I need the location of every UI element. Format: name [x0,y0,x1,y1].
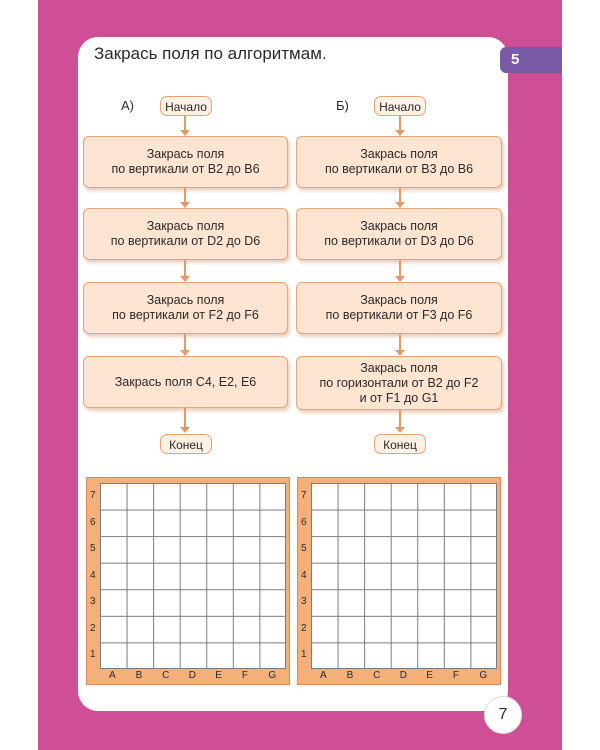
grid-b-column-label: A [320,670,327,681]
step-line: Закрась поля [360,147,438,161]
step-line: по вертикали от F2 до F6 [112,308,259,322]
grid-a-row-label: 4 [90,569,96,581]
grid-b-row-label: 1 [301,649,307,661]
algorithm-a-label: А) [121,98,134,113]
grid-b-column-label: G [479,670,488,681]
step-line: Закрась поля [146,219,225,233]
grid-b-column-label: F [452,670,459,681]
grid-a-row-label: 7 [90,490,96,501]
grid-a-column-label: E [215,670,222,681]
algorithm-a-start: Начало [160,96,212,116]
step-line: по вертикали от B3 до B6 [324,162,474,176]
algorithm-a-step-2 [83,208,288,260]
arrow [399,260,401,277]
arrow [184,260,186,277]
algorithm-a-step-3 [83,282,288,334]
arrow [184,188,186,203]
algorithm-b-step-2 [296,208,502,260]
grid-a-column-label: C [162,670,170,681]
grid-a-row-label: 1 [90,649,96,661]
step-line: Закрась поля [146,147,225,161]
grid-a [86,477,290,685]
algorithm-b-label: Б) [336,98,349,113]
grid-b-column-label: B [346,670,354,681]
page-number: 7 [484,696,522,734]
step-line: Закрась поля [360,293,438,307]
grid-a-column-label: B [135,670,143,681]
arrow [399,334,401,351]
algorithm-b-step-3 [296,282,502,334]
arrow [184,116,186,131]
step-line: по вертикали от D2 до D6 [110,234,261,248]
grid-b [297,477,501,685]
section-tab: 5 [500,47,562,73]
step-line: Закрась поля [360,360,438,375]
algorithm-b-step-1 [296,136,502,188]
grid-b-row-label: 5 [301,543,307,555]
grid-a-row-label: 6 [90,516,96,528]
grid-b-column-label: E [426,670,433,681]
step-line: Закрась поля C4, E2, E6 [114,374,257,389]
step-line: по горизонтали от B2 до F2 [319,375,479,390]
arrow [399,188,401,203]
algorithm-a-step-1 [83,136,288,188]
grid-a-row-label: 5 [90,543,96,555]
grid-b-row-label: 2 [301,622,307,634]
grid-a-column-label: A [109,670,116,681]
grid-b-cells[interactable] [311,483,497,669]
grid-b-row-label: 4 [301,569,307,581]
grid-a-column-label: G [268,670,277,681]
algorithm-b-end: Конец [374,434,426,454]
algorithm-b-start: Начало [374,96,426,116]
algorithm-b-step-4 [296,356,502,410]
step-line: Закрась поля [146,293,225,307]
grid-b-row-label: 7 [301,490,307,501]
page-title: Закрась поля по алгоритмам. [94,44,327,63]
step-line: и от F1 до G1 [359,390,439,405]
grid-b-row-label: 3 [301,596,307,608]
grid-b-column-label: C [373,670,381,681]
step-line: Закрась поля [360,219,438,233]
arrow [399,410,401,428]
grid-a-column-label: F [241,670,248,681]
grid-a-row-label: 3 [90,596,96,608]
step-line: по вертикали от D3 до D6 [324,234,474,248]
grid-b-column-label: D [399,670,407,681]
arrow [184,334,186,351]
grid-b-row-label: 6 [301,516,307,528]
grid-a-row-label: 2 [90,622,96,634]
arrow [184,408,186,428]
algorithm-a-end: Конец [160,434,212,454]
grid-a-column-label: D [188,670,196,681]
grid-a-cells[interactable] [100,483,286,669]
algorithm-a-step-4 [83,356,288,408]
step-line: по вертикали от B2 до B6 [111,162,260,176]
step-line: по вертикали от F3 до F6 [325,308,473,322]
arrow [399,116,401,131]
